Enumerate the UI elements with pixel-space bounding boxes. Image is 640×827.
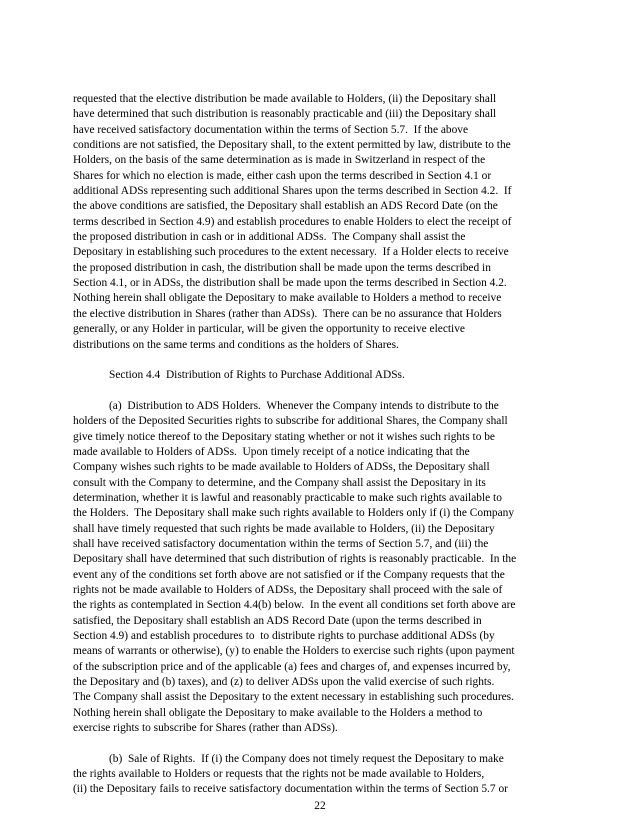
paragraph-gap [73,353,573,368]
paragraph-gap [73,736,573,751]
text-line: Section 4.9) and establish procedures to to distribute rights to purchase additional ADSs (by [73,630,495,643]
text-line: Depositary shall have determined that such distribution of rights is reasonably practicable. In the [73,553,517,566]
text-line: determination, whether it is lawful and reasonably practicable to make such rights available to [73,491,502,504]
text-line: requested that the elective distribution be made available to Holders, (ii) the Depositary shall [73,93,497,105]
text-line: generally, or any Holder in particular, will be given the opportunity to receive elective [73,323,465,336]
paragraph-sale-of-rights [73,752,573,798]
text-line: made available to Holders of ADSs. Upon timely receipt of a notice indicating that the [73,445,470,458]
text-line: the rights as contemplated in Section 4.4(b) below. In the event all conditions set forth above are [73,599,516,612]
paragraph-gap [73,384,573,399]
text-line: satisfied, the Depositary shall establish an ADS Record Date (upon the terms described in [73,614,482,627]
text-line: event any of the conditions set forth above are not satisfied or if the Company requests that the [73,568,505,581]
paragraph-elective-distribution [73,92,573,353]
text-line: Nothing herein shall obligate the Depositary to make available to the Holders a method to [73,706,483,719]
text-line: the proposed distribution in cash or in additional ADSs. The Company shall assist the [73,231,466,244]
text-line: have received satisfactory documentation within the terms of Section 5.7. If the above [73,123,469,136]
text-line: shall have received satisfactory documentation within the terms of Section 5.7, and (iii) the [73,537,489,550]
text-line: the proposed distribution in cash, the distribution shall be made upon the terms described in [73,261,491,274]
text-line: Depositary in establishing such procedures to the extent necessary. If a Holder elects to receive [73,246,509,259]
text-line: give timely notice thereof to the Depositary stating whether or not it wishes such rights to be [73,430,495,443]
document-page [73,92,573,798]
text-line: the Depositary and (b) taxes), and (z) to deliver ADSs upon the valid exercise of such rights. [73,676,495,689]
text-line: Company wishes such rights to be made available to Holders of ADSs, the Depositary shall [73,461,490,474]
text-line: holders of the Deposited Securities rights to subscribe for additional Shares, the Company shall [73,415,508,428]
paragraph-distribution-to-ads-holders [73,399,573,737]
text-line: of the subscription price and of the applicable (a) fees and charges of, and expenses incurred by, [73,660,511,673]
text-line: Nothing herein shall obligate the Depositary to make available to Holders a method to receive [73,292,502,305]
text-line: Holders, on the basis of the same determination as is made in Switzerland in respect of the [73,154,486,167]
page-number: 22 [314,800,326,812]
text-line: means of warrants or otherwise), (y) to enable the Holders to exercise such rights (upon payment [73,645,515,658]
section-heading: Section 4.4 Distribution of Rights to Purchase Additional ADSs. [109,369,405,382]
text-line: the rights available to Holders or requests that the rights not be made available to Holders, [73,768,485,781]
text-line: the Holders. The Depositary shall make such rights available to Holders only if (i) the Company [73,507,515,520]
text-line: shall have timely requested that such rights be made available to Holders, (ii) the Depositary [73,522,495,535]
text-line: conditions are not satisfied, the Depositary shall, to the extent permitted by law, distribute to the [73,139,511,152]
text-line: Shares for which no election is made, either cash upon the terms described in Section 4.1 or [73,169,492,182]
text-line: consult with the Company to determine, and the Company shall assist the Depositary in its [73,476,486,489]
text-line: have determined that such distribution is reasonably practicable and (iii) the Depositary shall [73,108,497,121]
text-line: (ii) the Depositary fails to receive satisfactory documentation within the terms of Section 5.7 or [73,783,508,796]
text-line: (b) Sale of Rights. If (i) the Company does not timely request the Depositary to make [109,752,504,765]
text-line: the above conditions are satisfied, the Depositary shall establish an ADS Record Date (on the [73,200,498,213]
text-line: distributions on the same terms and conditions as the holders of Shares. [73,338,399,351]
text-line: the elective distribution in Shares (rather than ADSs). There can be no assurance that Holders [73,307,502,320]
text-line: exercise rights to subscribe for Shares (rather than ADSs). [73,722,338,735]
text-line: (a) Distribution to ADS Holders. Whenever the Company intends to distribute to the [109,399,499,412]
text-line: The Company shall assist the Depositary to the extent necessary in establishing such procedures. [73,691,514,704]
text-line: terms described in Section 4.9) and establish procedures to enable Holders to elect the receipt of [73,215,512,228]
text-line: Section 4.1, or in ADSs, the distribution shall be made upon the terms described in Section 4.2. [73,277,507,290]
text-line: additional ADSs representing such additional Shares upon the terms described in Section 4.2. If [73,185,512,198]
text-line: rights not be made available to Holders of ADSs, the Depositary shall proceed with the sale of [73,584,503,596]
